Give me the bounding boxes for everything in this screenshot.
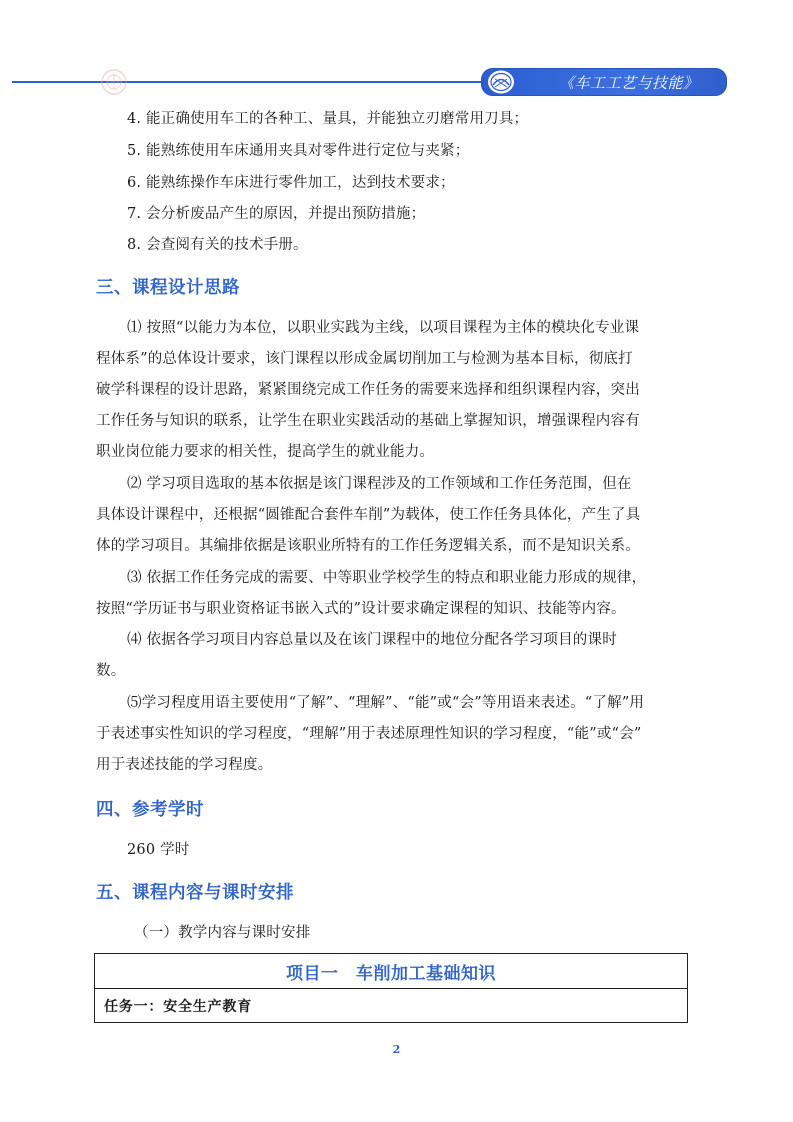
list-item: 6. 能熟练操作车床进行零件加工，达到技术要求；: [127, 175, 455, 191]
book-title: 《车工工艺与技能》: [559, 74, 699, 92]
paragraph-line: ⑷ 依据各学习项目内容总量以及在该门课程中的地位分配各学习项目的课时: [127, 632, 617, 648]
paragraph-line: 具体设计课程中，还根据“圆锥配合套件车削”为载体，使工作任务具体化，产生了具: [96, 507, 641, 523]
paragraph-line: ⑶ 依据工作任务完成的需要、中等职业学校学生的特点和职业能力形成的规律，: [127, 570, 647, 586]
paragraph-line: 职业岗位能力要求的相关性，提高学生的就业能力。: [96, 444, 435, 460]
page-number: 2: [392, 1043, 401, 1056]
list-item: 8. 会查阅有关的技术手册。: [127, 237, 308, 253]
paragraph-line: ⑵ 学习项目选取的基本依据是该门课程涉及的工作领域和工作任务范围，但在: [127, 476, 632, 492]
list-item: 5. 能熟练使用车床通用夹具对零件进行定位与夹紧；: [127, 143, 470, 159]
table-row: [95, 954, 687, 989]
paragraph-line: 程体系”的总体设计要求，该门课程以形成金属切削加工与检测为基本目标，彻底打: [96, 351, 633, 367]
section-heading-hours: 四、参考学时: [96, 800, 204, 820]
watermark-logo-icon: [100, 68, 128, 96]
list-item: 4. 能正确使用车工的各种工、量具，并能独立刃磨常用刀具；: [127, 111, 529, 127]
paragraph-line: 于表述事实性知识的学习程度，“理解”用于表述原理性知识的学习程度，“能”或“会”: [96, 726, 642, 742]
reference-hours: 260 学时: [127, 842, 190, 858]
paragraph-line: 破学科课程的设计思路，紧紧围绕完成工作任务的需要来选择和组织课程内容，突出: [96, 382, 640, 398]
course-content-table: [94, 953, 688, 1023]
header-title-banner: [481, 68, 727, 96]
paragraph-line: ⑸学习程度用语主要使用“了解”、“理解”、“能”或“会”等用语来表述。“了解”用: [127, 695, 645, 711]
paragraph-line: 数。: [96, 663, 126, 679]
paragraph-line: ⑴ 按照“以能力为本位，以职业实践为主线，以项目课程为主体的模块化专业课: [127, 320, 640, 336]
project-title: 项目一 车削加工基础知识: [286, 963, 496, 984]
paragraph-line: 用于表述技能的学习程度。: [96, 757, 273, 773]
subsection-heading: （一）教学内容与课时安排: [134, 925, 311, 941]
table-row: [95, 989, 687, 1022]
paragraph-line: 体的学习项目。其编排依据是该职业所特有的工作任务逻辑关系，而不是知识关系。: [96, 538, 640, 554]
header-rule: [12, 81, 487, 83]
paragraph-line: 按照“学历证书与职业资格证书嵌入式的”设计要求确定课程的知识、技能等内容。: [96, 601, 626, 617]
section-heading-content: 五、课程内容与课时安排: [96, 883, 294, 903]
school-logo-icon: [486, 69, 516, 95]
section-heading-design: 三、课程设计思路: [96, 278, 240, 298]
paragraph-line: 工作任务与知识的联系，让学生在职业实践活动的基础上掌握知识，增强课程内容有: [96, 413, 640, 429]
list-item: 7. 会分析废品产生的原因，并提出预防措施；: [127, 206, 426, 222]
task-title: 任务一：安全生产教育: [104, 998, 252, 1015]
